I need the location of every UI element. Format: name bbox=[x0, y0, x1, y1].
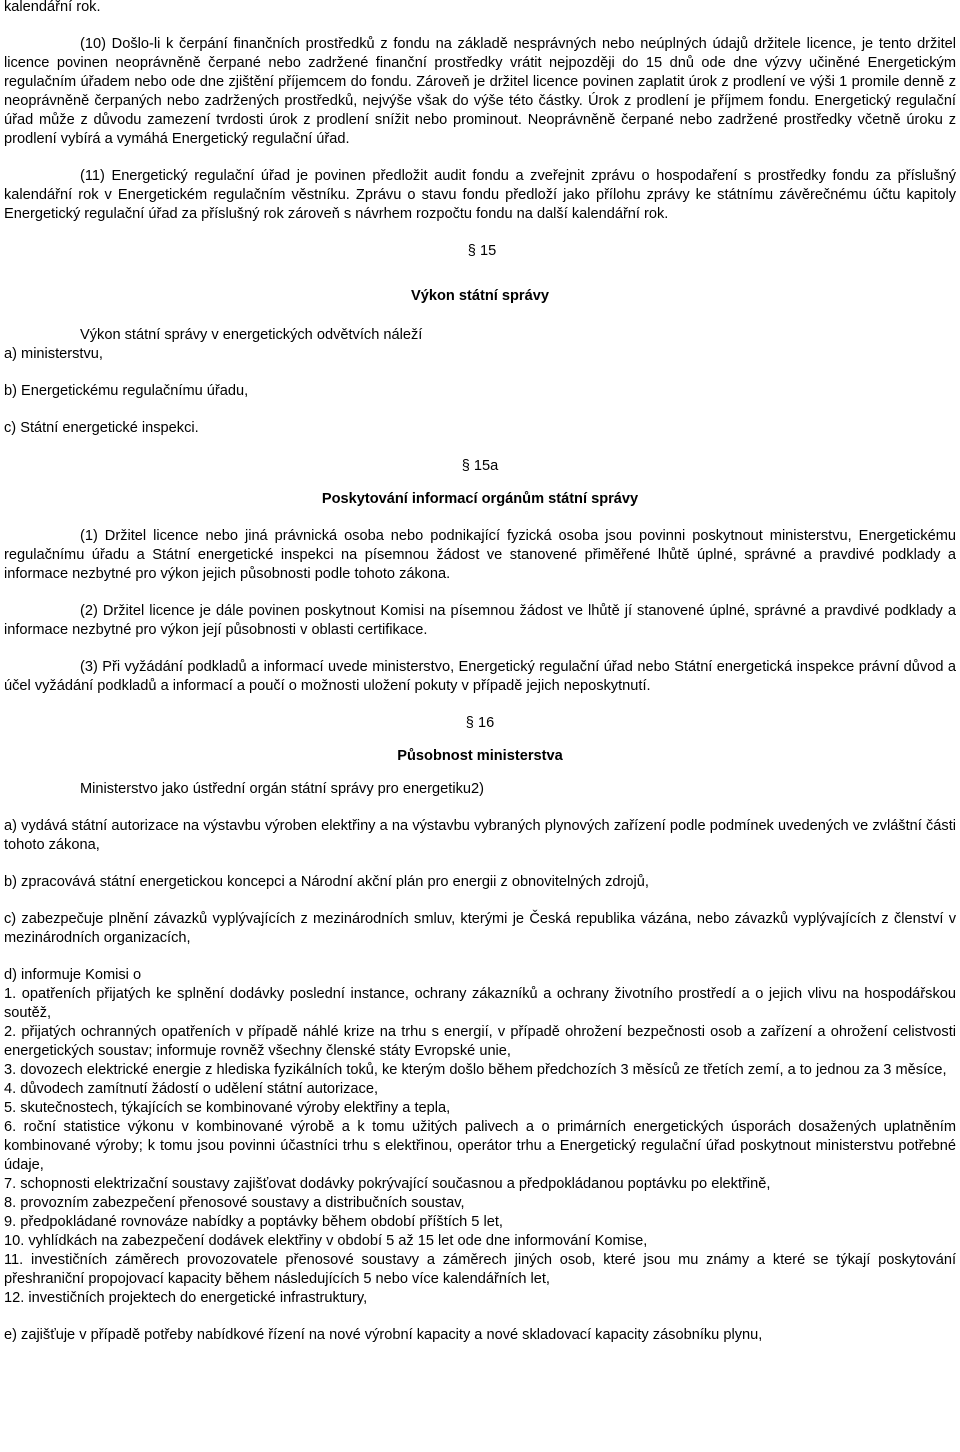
section-15a-number: § 15a bbox=[461, 458, 499, 474]
section-15 bbox=[4, 242, 956, 438]
section-15a-paragraph-3: (3) Při vyžádání podkladů a informací uvede ministerstvo, Energetický regulační úřad nebo Státní energetická inspekce právní důvod a účel vyžádání podkladů a informací a poučí o možnosti uložení pokuty v případě jejich neposkytnutí. bbox=[4, 659, 956, 694]
section-16 bbox=[4, 714, 956, 1345]
section-15a-paragraph-2: (2) Držitel licence je dále povinen poskytnout Komisi na písemnou žádost ve lhůtě jí stanovené úplné, správné a pravdivé podklady a informace nezbytné pro výkon její působnosti v oblasti certifikace. bbox=[4, 603, 956, 638]
section-15a bbox=[4, 457, 956, 696]
section-16-d-item-2: 2. přijatých ochranných opatřeních v případě náhlé krize na trhu s energií, v případě ohrožení bezpečnosti osob a zařízení a ohrožení celistvosti energetických soustav; informuje rovněž všechny členské státy Evropské unie, bbox=[4, 1024, 956, 1059]
section-15a-title: Poskytování informací orgánům státní správy bbox=[321, 491, 639, 507]
section-16-d-item-10: 10. vyhlídkách na zabezpečení dodávek elektřiny v období 5 až 15 let ode dne informování Komise, bbox=[4, 1233, 648, 1249]
section-16-d-item-7: 7. schopnosti elektrizační soustavy zajišťovat dodávky pokrývající současnou a předpokládanou poptávku po elektřině, bbox=[4, 1176, 771, 1192]
section-16-d-item-3: 3. dovozech elektrické energie z hlediska fyzikálních toků, ke kterým došlo během předchozích 3 měsíců ze třetích zemí, a to jednou za 3 měsíce, bbox=[4, 1062, 947, 1078]
paragraph-11: (11) Energetický regulační úřad je povinen předložit audit fondu a zveřejnit zprávu o hospodaření s prostředky fondu za příslušný kalendářní rok v Energetickém regulačním věstníku. Zprávu o stavu fondu předloží jako přílohu zprávy ke státnímu závěrečnému účtu kapitoly Energetický regulační úřad za příslušný rok zároveň s návrhem rozpočtu fondu na další kalendářní rok. bbox=[4, 168, 956, 222]
section-16-d-item-4: 4. důvodech zamítnutí žádostí o udělení státní autorizace, bbox=[4, 1081, 378, 1097]
section-16-d-item-8: 8. provozním zabezpečení přenosové soustavy a distribučních soustav, bbox=[4, 1195, 465, 1211]
section-16-item-b: b) zpracovává státní energetickou koncepci a Národní akční plán pro energii z obnovitelných zdrojů, bbox=[4, 874, 649, 890]
section-16-item-a: a) vydává státní autorizace na výstavbu výroben elektřiny a na výstavbu vybraných plynových zařízení podle podmínek uvedených ve zvláštní části tohoto zákona, bbox=[4, 818, 956, 853]
section-16-d-item-9: 9. předpokládané rovnováze nabídky a poptávky během období příštích 5 let, bbox=[4, 1214, 503, 1230]
section-16-d-item-1: 1. opatřeních přijatých ke splnění dodávky poslední instance, ochrany zákazníků a ochrany životního prostředí a o jejich vlivu na hospodářskou soutěž, bbox=[4, 986, 956, 1021]
paragraph-10: (10) Došlo-li k čerpání finančních prostředků z fondu na základě nesprávných nebo neúplných údajů držitele licence, je tento držitel licence povinen neoprávněně čerpané nebo zadržené finanční prostředky vrátit nejpozději do 15 dnů ode dne výzvy učiněné Energetickým regulačním úřadem nebo ode dne zjištění příjemcem do fondu. Zároveň je držitel licence povinen zaplatit úrok z prodlení ve výši 1 promile denně z neoprávněně čerpaných nebo zadržených prostředků, nejvýše však do výše této částky. Úrok z prodlení je příjmem fondu. Energetický regulační úřad může z důvodu zamezení tvrdosti úrok z prodlení snížit nebo prominout. Neoprávněně čerpané nebo zadržené prostředky včetně úroku z prodlení vybírá a vymáhá Energetický regulační úřad. bbox=[4, 36, 956, 147]
section-16-d-item-12: 12. investičních projektech do energetické infrastruktury, bbox=[4, 1290, 368, 1306]
section-15-title: Výkon státní správy bbox=[411, 288, 549, 304]
section-15-item-b: b) Energetickému regulačnímu úřadu, bbox=[4, 383, 249, 399]
section-16-d-item-6: 6. roční statistice výkonu v kombinované výrobě a k tomu užitých palivech a o primárních energetických úsporách dosažených uplatněním kombinované výroby; k tomu jsou povinni účastníci trhu s elektřinou, operátor trhu a Energetický regulační úřad poskytnout ministerstvu potřebné údaje, bbox=[4, 1119, 956, 1173]
section-16-number: § 16 bbox=[465, 715, 495, 731]
section-16-intro: Ministerstvo jako ústřední orgán státní správy pro energetiku2) bbox=[80, 781, 484, 797]
document-page bbox=[4, 0, 956, 1345]
top-line: kalendářní rok. bbox=[4, 0, 101, 15]
section-16-title: Působnost ministerstva bbox=[397, 748, 563, 764]
section-15-intro: Výkon státní správy v energetických odvětvích náleží bbox=[80, 327, 423, 343]
section-16-item-e: e) zajišťuje v případě potřeby nabídkové řízení na nové výrobní kapacity a nové skladovací kapacity zásobníku plynu, bbox=[4, 1327, 763, 1343]
section-15-item-c: c) Státní energetické inspekci. bbox=[4, 420, 199, 436]
section-16-item-d: d) informuje Komisi o bbox=[4, 967, 142, 983]
section-16-d-item-5: 5. skutečnostech, týkajících se kombinované výroby elektřiny a tepla, bbox=[4, 1100, 451, 1116]
section-16-item-c: c) zabezpečuje plnění závazků vyplývajících z mezinárodních smluv, kterými je Česká republika vázána, nebo závazků vyplývajících z členství v mezinárodních organizacích, bbox=[4, 911, 956, 946]
section-15a-paragraph-1: (1) Držitel licence nebo jiná právnická osoba nebo podnikající fyzická osoba jsou povinni poskytnout ministerstvu, Energetickému regulačnímu úřadu a Státní energetické inspekci na písemnou žádost ve stanovené přiměřené lhůtě úplné, správné a pravdivé podklady a informace nezbytné pro výkon jejich působnosti podle tohoto zákona. bbox=[4, 528, 956, 582]
section-15-number: § 15 bbox=[467, 243, 497, 259]
section-16-d-item-11: 11. investičních záměrech provozovatele přenosové soustavy a záměrech jiných osob, které jsou mu známy a které se týkají poskytování přeshraniční propojovací kapacity během následujících 5 nebo více kalendářních let, bbox=[4, 1252, 956, 1287]
section-15-item-a: a) ministerstvu, bbox=[4, 346, 103, 362]
